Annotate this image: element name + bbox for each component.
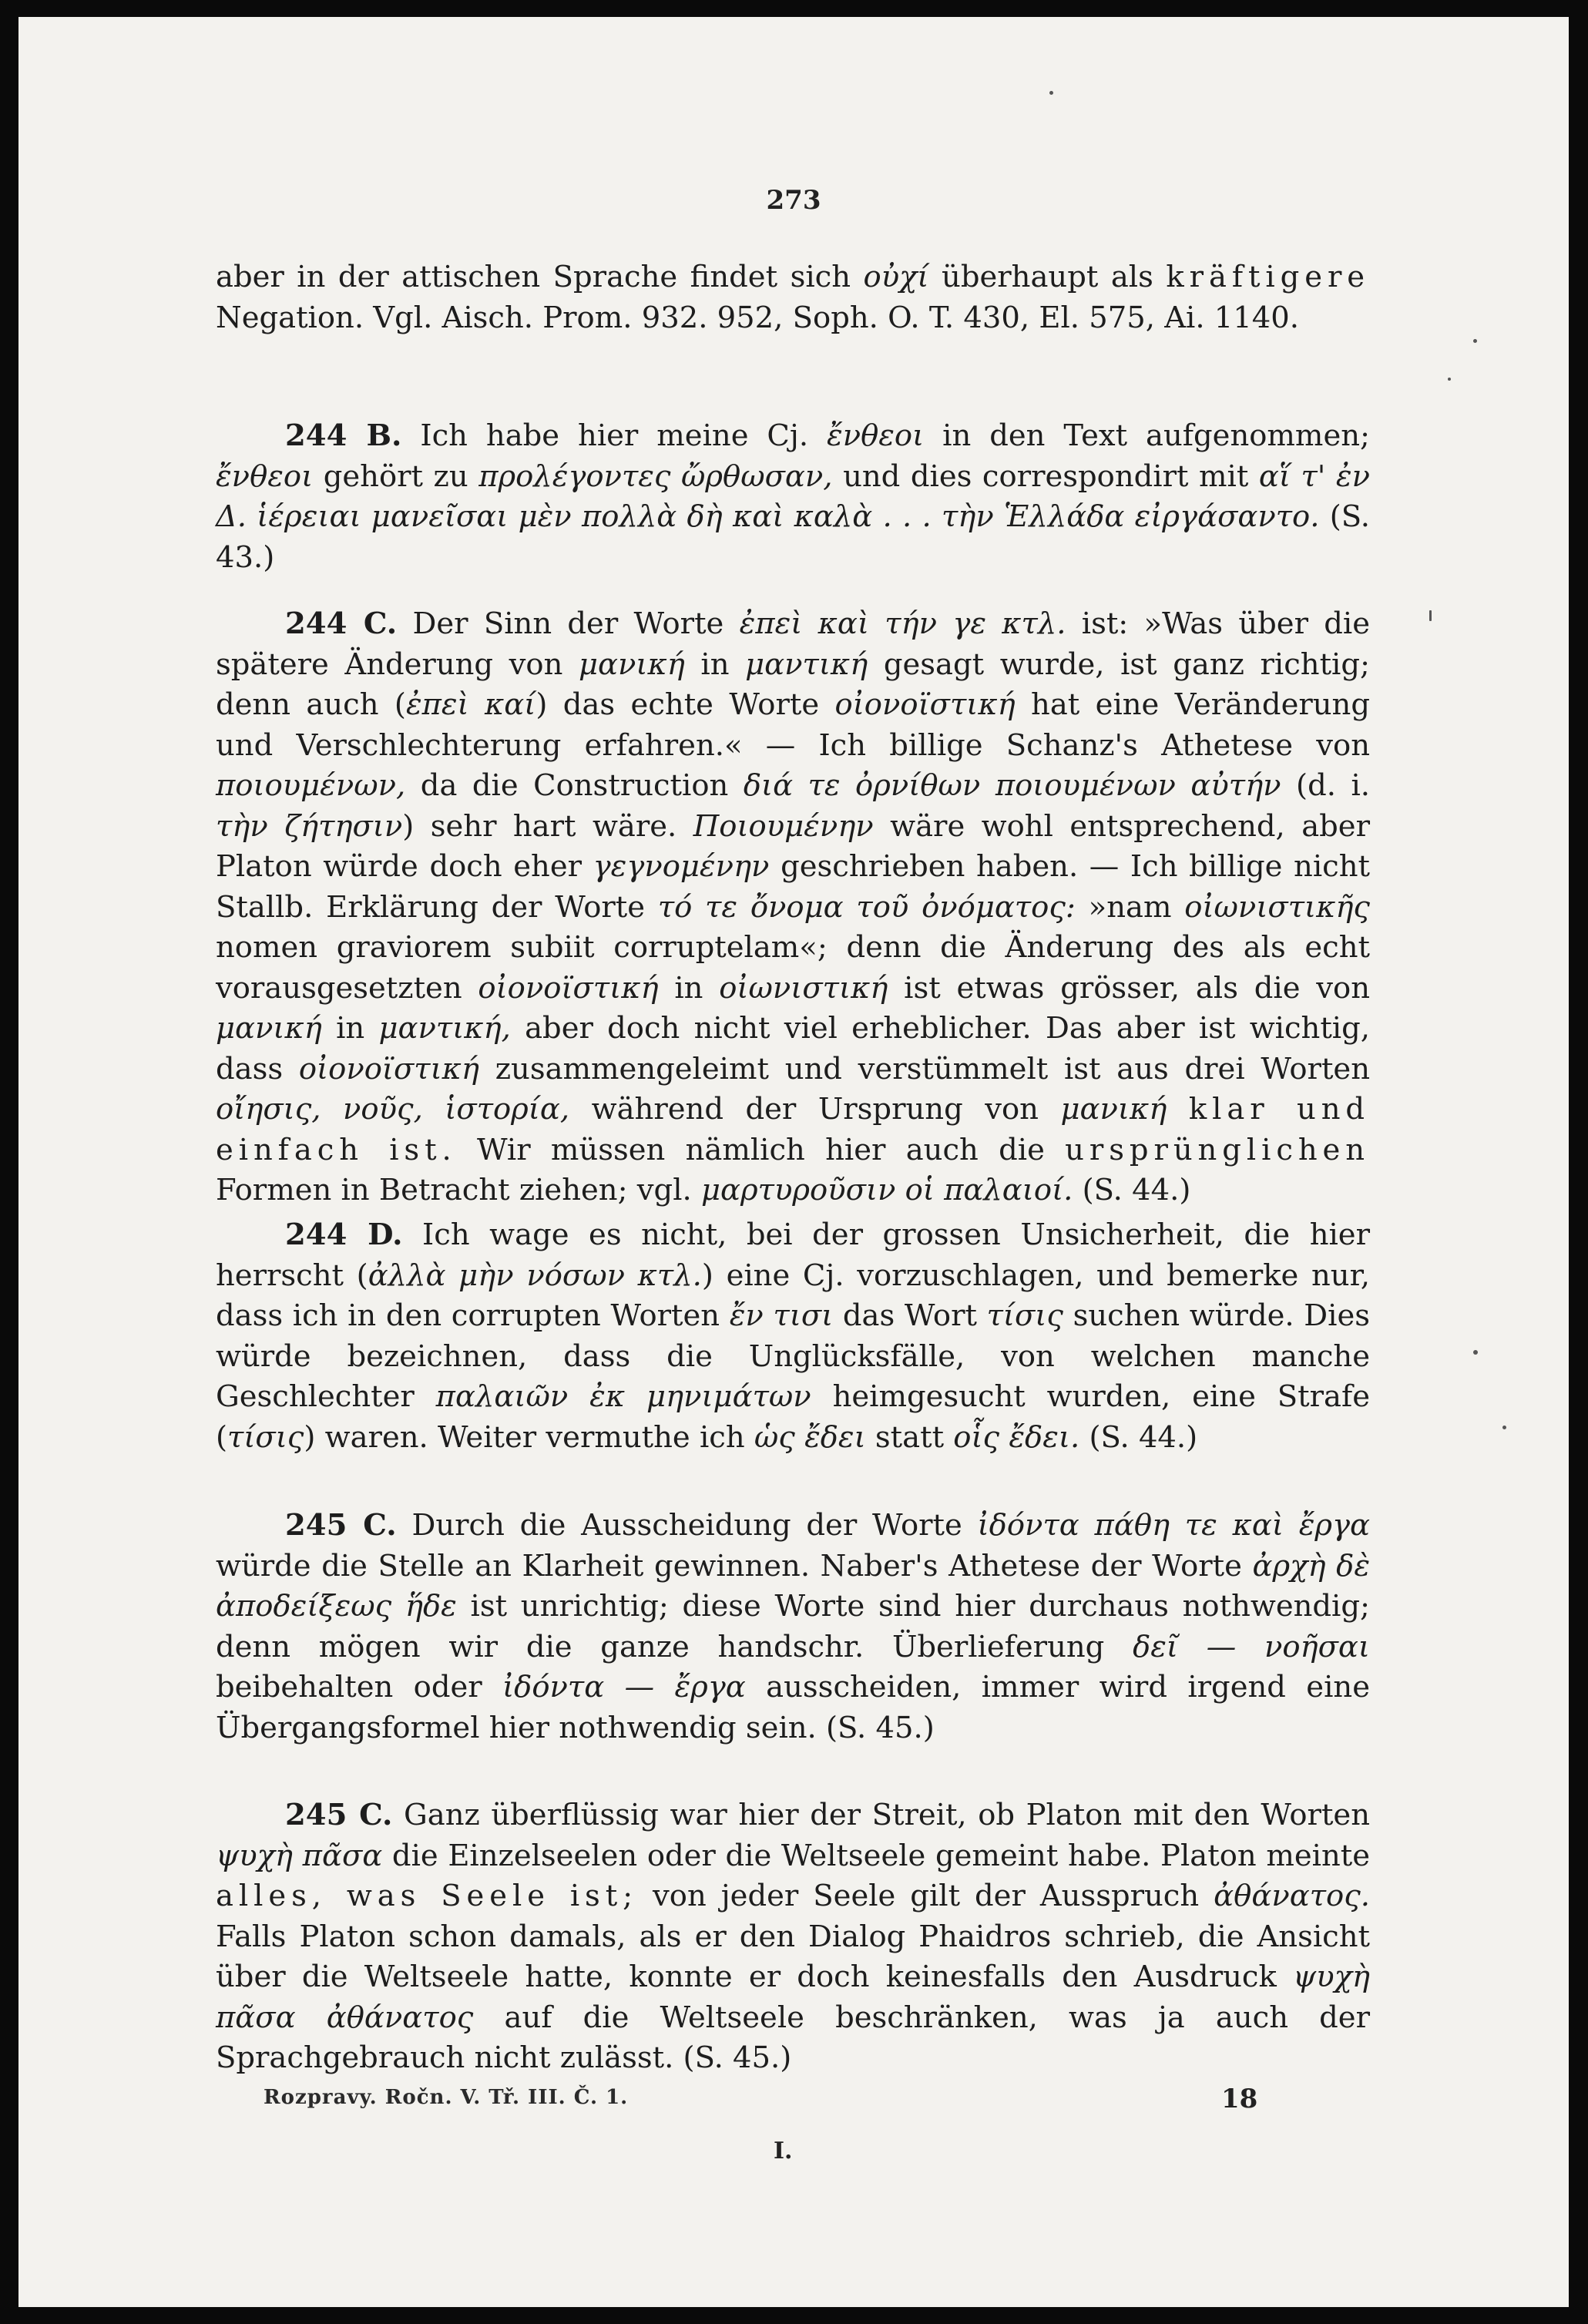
body-text: Ich wage es nicht, bei der grossen Unsicherheit, die hier herrscht ( xyxy=(216,1217,1370,1293)
body-text: (S. 43.) xyxy=(216,499,1371,575)
body-text xyxy=(1167,1092,1189,1127)
body-text: in xyxy=(658,970,720,1006)
paragraph-245c-first xyxy=(216,1506,1370,1748)
body-text: Ich habe hier meine Cj. xyxy=(401,418,828,453)
footer-journal-reference: Rozpravy. Ročn. V. Tř. III. Č. 1. xyxy=(264,2086,629,2109)
page-number: 273 xyxy=(766,185,821,216)
greek-quotation: μανική xyxy=(1060,1092,1167,1127)
greek-quotation: ἀλλὰ μὴν νόσων κτλ. xyxy=(368,1258,702,1293)
greek-quotation: ἔν τισι xyxy=(729,1298,834,1333)
greek-quotation: μανική xyxy=(578,646,685,682)
body-text: suchen würde. Dies würde bezeichnen, dass die Unglücksfälle, von welchen manche Geschlechter xyxy=(216,1298,1370,1414)
greek-quotation: τίσις xyxy=(227,1419,304,1455)
body-text: Formen in Betracht ziehen; vgl. xyxy=(216,1173,701,1207)
body-text: statt xyxy=(865,1419,954,1455)
body-text: beibehalten oder xyxy=(216,1670,503,1704)
body-text: Durch die Ausscheidung der Worte xyxy=(396,1508,978,1543)
body-text: in xyxy=(684,646,746,682)
greek-quotation: οἴησις, νοῦς, ἱστορία, xyxy=(216,1092,570,1127)
body-text: Negation. Vgl. Aisch. Prom. 932. 952, Soph. O. T. 430, El. 575, Ai. 1140. xyxy=(216,300,1300,335)
scan-speck xyxy=(1502,1426,1506,1429)
spaced-emphasis: klar und einfach ist. xyxy=(216,1092,1370,1167)
body-text: während der Ursprung von xyxy=(569,1092,1061,1127)
greek-quotation: οἰονοϊστική xyxy=(478,970,659,1006)
body-text: auf die Weltseele beschränken, was ja auch der Sprachgebrauch nicht zulässt. (S. 45.) xyxy=(216,2000,1370,2075)
greek-quotation: οἷς ἔδει. xyxy=(953,1419,1080,1455)
greek-quotation: ἔνθεοι xyxy=(216,458,314,494)
body-text: gesagt wurde, ist ganz richtig; denn auch ( xyxy=(216,646,1370,722)
body-text: geschrieben haben. — Ich billige nicht Stallb. Erklärung der Worte xyxy=(216,849,1371,925)
passage-reference: 244 B. xyxy=(285,418,402,453)
greek-quotation: οὐχί xyxy=(863,260,929,294)
greek-quotation: ἐπεὶ καὶ τήν γε κτλ. xyxy=(739,606,1066,641)
body-text: ist: »Was über die spätere Änderung von xyxy=(216,606,1371,682)
body-text: ) eine Cj. vorzuschlagen, und bemerke nur, dass ich in den corrupten Worten xyxy=(216,1258,1371,1333)
spaced-emphasis: alles, was Seele ist; xyxy=(216,1879,639,1913)
body-text: ) das echte Worte xyxy=(535,687,835,722)
greek-quotation: οἰονοϊστική xyxy=(834,687,1016,722)
body-text: heimgesucht wurden, eine Strafe ( xyxy=(216,1379,1370,1455)
greek-quotation: ἀθάνατος. xyxy=(1214,1879,1370,1913)
body-text: (d. i. xyxy=(1281,768,1370,803)
greek-quotation: μανική xyxy=(216,1011,322,1046)
greek-quotation: γεγνομένην xyxy=(593,849,770,884)
greek-quotation: τίσις xyxy=(986,1298,1063,1333)
greek-quotation: οἰωνιστικῆς xyxy=(1184,889,1370,925)
body-text: hat eine Veränderung und Verschlechterung erfahren.« — Ich billige Schanz's Athetese von xyxy=(216,687,1370,763)
greek-quotation: ἀρχὴ δὲ ἀποδείξεως ἥδε xyxy=(216,1548,1370,1624)
body-text: ist etwas grösser, als die von xyxy=(888,970,1370,1006)
greek-quotation: μαντική xyxy=(745,646,868,682)
greek-quotation: ἔνθεοι xyxy=(827,418,925,453)
body-text: Der Sinn der Worte xyxy=(397,606,740,641)
body-text: Ganz überflüssig war hier der Streit, ob Platon mit den Worten xyxy=(392,1798,1370,1832)
greek-quotation: παλαιῶν ἐκ μηνιμάτων xyxy=(435,1379,811,1414)
body-text: in den Text aufgenommen; xyxy=(924,418,1370,453)
paragraph-244b xyxy=(216,416,1370,578)
body-text: ausscheiden, immer wird irgend eine Übergangsformel hier nothwendig sein. (S. 45.) xyxy=(216,1670,1370,1745)
greek-quotation: ὡς ἔδει xyxy=(754,1419,866,1455)
body-text: Wir müssen nämlich hier auch die xyxy=(456,1132,1066,1167)
greek-quotation: δεῖ — νοῆσαι xyxy=(1133,1629,1370,1664)
paragraph-245c-second xyxy=(216,1795,1370,2079)
greek-quotation: τὴν ζήτησιν xyxy=(216,808,403,844)
body-text: überhaupt als xyxy=(928,260,1167,294)
greek-quotation: τό τε ὄνομα τοῦ ὀνόματος: xyxy=(657,889,1076,925)
paragraph-continuation xyxy=(216,257,1370,338)
greek-quotation: διά τε ὀρνίθων ποιουμένων αὐτήν xyxy=(743,768,1281,803)
body-text: von jeder Seele gilt der Ausspruch xyxy=(638,1879,1214,1913)
greek-quotation: ψυχὴ πᾶσα xyxy=(216,1838,383,1873)
greek-quotation: οἰονοϊστική xyxy=(298,1051,479,1086)
greek-quotation: ψυχὴ πᾶσα ἀθάνατος xyxy=(216,1960,1370,2035)
footer-sheet-mark: I. xyxy=(774,2138,793,2164)
body-text: das Wort xyxy=(833,1298,987,1333)
scan-speck xyxy=(1049,91,1053,95)
document-page xyxy=(18,17,1569,2307)
body-text: die Einzelseelen oder die Weltseele gemeint habe. Platon meinte xyxy=(382,1838,1371,1873)
body-text: (S. 44.) xyxy=(1079,1419,1198,1455)
paragraph-244d xyxy=(216,1215,1370,1458)
greek-quotation: προλέγοντες ὤρθωσαν, xyxy=(478,458,833,494)
passage-reference: 245 C. xyxy=(285,1798,393,1832)
scan-speck xyxy=(1473,339,1477,343)
body-text: Falls Platon schon damals, als er den Dialog Phaidros schrieb, die Ansicht über die Weltseele hatte, konnte er doch keinesfalls den Ausdruck xyxy=(216,1919,1370,1994)
greek-quotation: ἰδόντα πάθη τε καὶ ἔργα xyxy=(977,1508,1370,1543)
body-text: gehört zu xyxy=(313,458,479,494)
spaced-emphasis: ursprünglichen xyxy=(1065,1132,1370,1167)
body-text: in xyxy=(321,1011,379,1046)
body-text: ) sehr hart wäre. xyxy=(402,808,693,844)
greek-quotation: ἰδόντα — ἔργα xyxy=(502,1670,746,1704)
body-text: »nam xyxy=(1075,889,1185,925)
greek-quotation: μαρτυροῦσιν οἱ παλαιοί. xyxy=(701,1173,1073,1207)
body-text: aber in der attischen Sprache findet sich xyxy=(216,260,864,294)
greek-quotation: μαντική, xyxy=(378,1011,511,1046)
body-text: ) waren. Weiter vermuthe ich xyxy=(304,1419,754,1455)
greek-quotation: Ποιουμένην xyxy=(693,808,874,844)
body-text: ist unrichtig; diese Worte sind hier durchaus nothwendig; denn mögen wir die ganze handschr. Überlieferung xyxy=(216,1589,1370,1664)
body-text: (S. 44.) xyxy=(1073,1173,1191,1207)
body-text: würde die Stelle an Klarheit gewinnen. Naber's Athetese der Worte xyxy=(216,1548,1253,1583)
passage-reference: 245 C. xyxy=(285,1508,397,1543)
body-text: aber doch nicht viel erheblicher. Das aber ist wichtig, dass xyxy=(216,1011,1370,1086)
passage-reference: 244 C. xyxy=(285,606,398,641)
footer-signature-number: 18 xyxy=(1221,2084,1258,2114)
greek-quotation: αἵ τ' ἐν Δ. ἱέρειαι μανεῖσαι μὲν πολλὰ δὴ καὶ καλὰ . . . τὴν Ἑλλάδα εἰργάσαντο. xyxy=(216,458,1370,534)
greek-quotation: ἐπεὶ καί xyxy=(405,687,536,722)
spaced-emphasis: kräftigere xyxy=(1166,260,1371,294)
body-text: da die Construction xyxy=(405,768,744,803)
body-text: nomen graviorem subiit corruptelam«; denn die Änderung des als echt vorausgesetzten xyxy=(216,930,1370,1006)
body-text: und dies correspondirt mit xyxy=(832,458,1259,494)
paragraph-244c xyxy=(216,604,1370,1211)
greek-quotation: ποιουμένων, xyxy=(216,768,406,803)
greek-quotation: οἰωνιστική xyxy=(719,970,888,1006)
scan-speck xyxy=(1448,378,1451,381)
scan-speck xyxy=(1473,1350,1478,1355)
body-text: zusammengeleimt und verstümmelt ist aus drei Worten xyxy=(479,1051,1370,1086)
body-text: wäre wohl entsprechend, aber Platon würde doch eher xyxy=(216,808,1370,884)
scan-speck xyxy=(1429,610,1432,621)
passage-reference: 244 D. xyxy=(285,1217,403,1252)
